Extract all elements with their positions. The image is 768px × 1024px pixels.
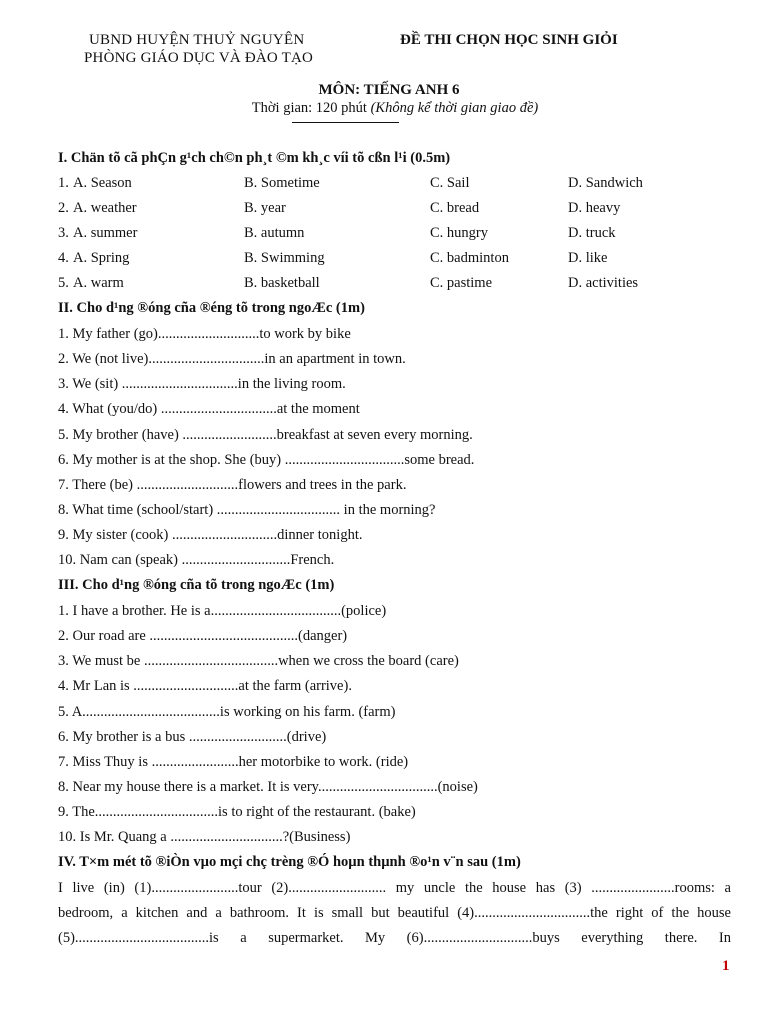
option-a: A. weather: [73, 200, 137, 216]
paragraph-line: I live (in) (1)........................tour (2)........................... my uncle the house has (3) .......................rooms: a: [58, 880, 731, 896]
option-a: A. Spring: [73, 250, 130, 266]
list-item: 4. Mr Lan is .............................at the farm (arrive).: [58, 678, 352, 694]
row-number: 2.: [58, 200, 69, 216]
list-item: 9. The..................................is to right of the restaurant. (bake): [58, 804, 416, 820]
option-b: B. year: [244, 200, 286, 216]
option-c: C. pastime: [430, 275, 493, 291]
list-item: 6. My brother is a bus ...........................(drive): [58, 729, 327, 745]
option-b: B. Swimming: [244, 250, 325, 266]
list-item: 3. We (sit) ................................in the living room.: [58, 376, 346, 392]
section-1-title: I. Chän tõ cã phÇn g¹ch ch©n ph¸t ©m kh¸c víi tõ cßn l¹i (0.5m): [58, 150, 451, 166]
section-4-title: IV. T×m mét tõ ®iÒn vµo mçi chç trèng ®Ó hoµn thµnh ®o¹n v¨n sau (1m): [58, 854, 521, 870]
list-item: 10. Is Mr. Quang a ...............................?(Business): [58, 829, 351, 845]
section-2-title: II. Cho d¹ng ®óng cña ®éng tõ trong ngoÆc (1m): [58, 300, 365, 316]
option-d: D. truck: [568, 225, 616, 241]
row-number: 4.: [58, 250, 69, 266]
row-number: 5.: [58, 275, 69, 291]
option-c: C. hungry: [430, 225, 488, 241]
list-item: 7. There (be) ............................flowers and trees in the park.: [58, 477, 407, 493]
option-d: D. Sandwich: [568, 175, 643, 191]
header-agency: UBND HUYỆN THUỶ NGUYÊN: [89, 32, 305, 48]
option-a: A. Season: [73, 175, 132, 191]
list-item: 5. A......................................is working on his farm. (farm): [58, 704, 396, 720]
list-item: 1. My father (go)............................to work by bike: [58, 326, 351, 342]
time-info: [0, 100, 768, 117]
option-d: D. activities: [568, 275, 639, 291]
list-item: 2. We (not live)................................in an apartment in town.: [58, 351, 406, 367]
option-a: A. warm: [73, 275, 124, 291]
exam-title: ĐỀ THI CHỌN HỌC SINH GIỎI: [400, 32, 618, 48]
list-item: 8. Near my house there is a market. It is very.................................(noise): [58, 779, 478, 795]
list-item: 2. Our road are .........................................(danger): [58, 628, 348, 644]
option-c: C. bread: [430, 200, 480, 216]
list-item: 1. I have a brother. He is a....................................(police): [58, 603, 387, 619]
option-c: C. badminton: [430, 250, 509, 266]
list-item: 4. What (you/do) ................................at the moment: [58, 401, 360, 417]
list-item: 3. We must be .....................................when we cross the board (care): [58, 653, 459, 669]
time-label: Thời gian: 120 phút: [251, 100, 367, 116]
paragraph-line: (5).....................................is a supermarket. My (6)..............................buys everything there. In: [58, 930, 731, 946]
list-item: 9. My sister (cook) .............................dinner tonight.: [58, 527, 363, 543]
row-number: 3.: [58, 225, 69, 241]
page-number: 1: [722, 958, 730, 974]
paragraph-line: bedroom, a kitchen and a bathroom. It is small but beautiful (4)................................the right of the house: [58, 905, 731, 921]
header-divider: [292, 122, 399, 123]
list-item: 10. Nam can (speak) ..............................French.: [58, 552, 335, 568]
list-item: 6. My mother is at the shop. She (buy) .................................some bread.: [58, 452, 475, 468]
list-item: 5. My brother (have) ..........................breakfast at seven every morning.: [58, 427, 473, 443]
list-item: 8. What time (school/start) .................................. in the morning?: [58, 502, 436, 518]
time-note: (Không kể thời gian giao đề): [370, 100, 539, 116]
option-b: B. Sometime: [244, 175, 320, 191]
option-b: B. autumn: [244, 225, 305, 241]
header-department: PHÒNG GIÁO DỤC VÀ ĐÀO TẠO: [84, 50, 314, 66]
subject-title: MÔN: TIẾNG ANH 6: [318, 82, 460, 98]
option-b: B. basketball: [244, 275, 320, 291]
option-d: D. heavy: [568, 200, 621, 216]
option-a: A. summer: [73, 225, 138, 241]
option-d: D. like: [568, 250, 608, 266]
row-number: 1.: [58, 175, 69, 191]
option-c: C. Sail: [430, 175, 470, 191]
section-3-title: III. Cho d¹ng ®óng cña tõ trong ngoÆc (1m): [58, 577, 335, 593]
list-item: 7. Miss Thuy is ........................her motorbike to work. (ride): [58, 754, 409, 770]
